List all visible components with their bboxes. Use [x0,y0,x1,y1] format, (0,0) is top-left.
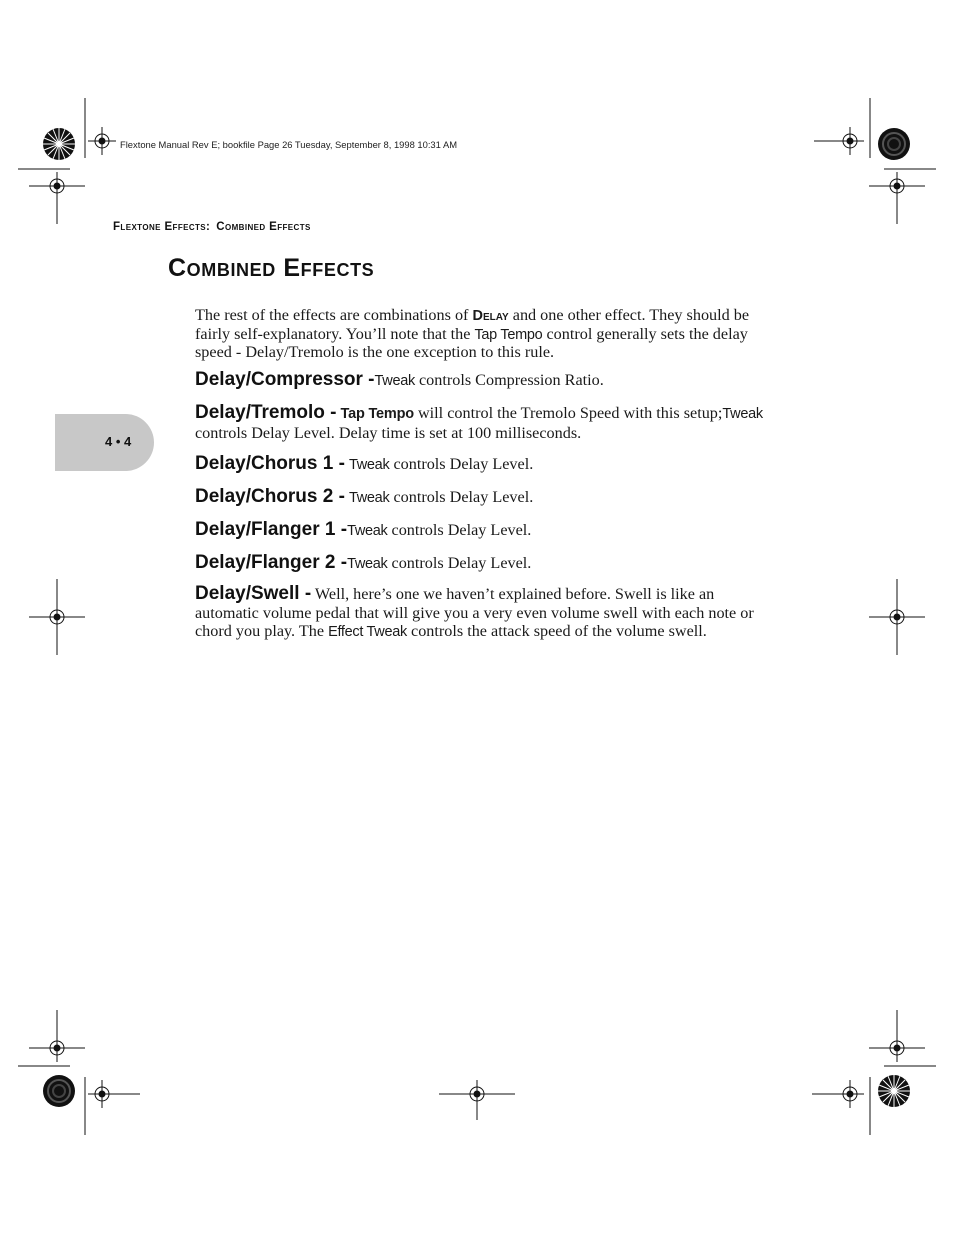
entry-delay-chorus-2 [195,487,770,508]
registration-target-icon [869,579,925,655]
page-title: Combined Effects [168,254,375,282]
entry-heading: Delay/Chorus 1 - [195,453,345,474]
control-term: Tweak [347,556,388,572]
intro-text: control generally sets the delay speed - Delay/Tremolo is the one exception to this rule. [195,324,748,361]
registration-target-icon [439,1080,515,1120]
tap-tempo-term: Tap Tempo [474,326,543,343]
entry-heading: Delay/Flanger 2 - [195,552,348,573]
page-number: 4 • 4 [105,434,132,449]
control-term: Tap Tempo [340,406,414,422]
entry-heading: Delay/Compressor - [195,369,375,390]
page-tab [55,414,154,471]
registration-target-icon [812,1080,864,1108]
entry-text: controls Delay Level. Delay time is set at 100 milliseconds. [195,424,582,442]
control-term: Tweak [348,457,390,473]
entry-text: will control the Tremolo Speed with this setup; [413,404,723,422]
intro-text: and one other effect. They should be fairly self-explanatory. You’ll note that the [195,306,750,343]
running-head [113,221,311,233]
entry-delay-flanger-1 [195,520,770,541]
star-target-icon [43,1075,75,1107]
entry-text: controls Delay Level. [389,455,534,473]
entry-delay-compressor [195,370,770,391]
registration-target-icon [29,579,85,655]
running-head-sub: Combined Effects [216,221,311,233]
registration-target-icon [29,1010,85,1062]
registration-target-icon [869,1010,925,1062]
intro-paragraph [195,307,767,362]
entry-delay-chorus-1 [195,454,770,475]
entry-text: controls Delay Level. [389,488,534,506]
entry-text: controls Delay Level. [387,554,532,572]
running-head-main: Flextone Effects: [113,221,211,233]
print-slug: Flextone Manual Rev E; bookfile Page 26 Tuesday, September 8, 1998 10:31 AM [120,139,458,150]
entry-heading: Delay/Swell - [195,583,312,604]
control-term: Effect Tweak [328,624,407,641]
star-target-icon [878,1075,910,1107]
entry-text: Well, here’s one we haven’t explained before. Swell is like an automatic volume pedal that will give you a very even volume swell with each note or chord you play. The [195,585,754,641]
control-term: Tweak [374,373,415,389]
registration-target-icon [814,127,864,155]
entry-text: controls Compression Ratio. [414,371,604,389]
control-term: Tweak [348,490,390,506]
star-target-icon [43,128,75,160]
entry-heading: Delay/Flanger 1 - [195,519,348,540]
entry-delay-swell [195,585,770,642]
entry-heading: Delay/Chorus 2 - [195,486,345,507]
registration-target-icon [29,172,85,224]
registration-target-icon [869,172,925,224]
entry-delay-flanger-2 [195,553,770,574]
intro-text: The rest of the effects are combinations of [195,306,473,324]
entry-text: controls the attack speed of the volume swell. [406,622,707,641]
entry-heading: Delay/Tremolo - [195,402,337,423]
registration-target-icon [88,127,116,155]
delay-term: Delay [472,308,509,324]
entry-delay-tremolo [195,403,770,443]
control-term: Tweak [722,406,763,422]
registration-target-icon [88,1080,140,1108]
control-term: Tweak [347,523,388,539]
star-target-icon [878,128,910,160]
entry-text: controls Delay Level. [387,521,532,539]
